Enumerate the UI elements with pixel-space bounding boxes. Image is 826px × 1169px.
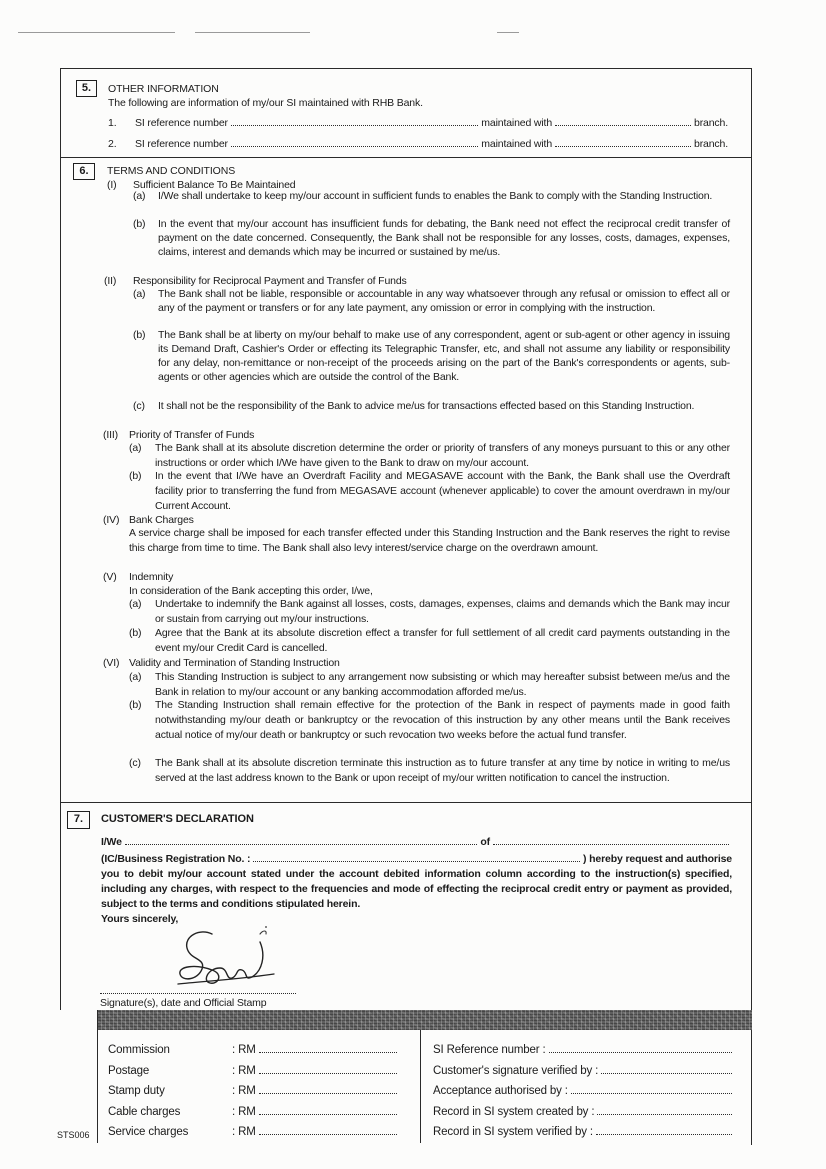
clause-item [129,469,730,513]
si-reference-row [108,116,728,130]
office-label: Record in SI system verified by : [433,1126,593,1138]
section-number-box: 7. [67,811,90,829]
section-title-customer-declaration: CUSTOMER'S DECLARATION [101,813,254,825]
section-number-box: 6. [73,163,95,180]
section-divider [60,157,752,158]
item-marker: (b) [129,627,142,639]
charge-row-cable-charges [108,1105,400,1119]
customer-name-row [101,835,732,849]
item-text: I/We shall undertake to keep my/our account in sufficient funds to enables the Bank to comply with the Standing Instruction. [158,190,713,202]
section-intro: The following are information of my/our SI maintained with RHB Bank. [108,97,423,109]
signature-verified-by-entry [601,1073,732,1074]
clause-body-text: In consideration of the Bank accepting this order, I/we, [129,585,373,597]
clause-item [129,597,730,627]
office-label: Acceptance authorised by : [433,1085,568,1097]
record-verified-by-entry [596,1134,732,1135]
item-marker: (b) [133,329,146,341]
clause-marker: (IV) [103,514,120,526]
frame-top-border [60,68,752,69]
charge-row-commission [108,1043,400,1057]
clause-marker: (II) [104,275,117,287]
service-charges-amount-field [259,1134,397,1135]
item-text: Undertake to indemnify the Bank against all losses, costs, damages, expenses, claims and demands which the Bank may incur or sustain from carrying out my/our instructions. [155,598,730,625]
clause-heading: Validity and Termination of Standing Instruction [129,657,340,669]
item-text: The Bank shall at its absolute discretion determine the order or priority of transfers of any moneys pursuant to this or any other instructions or order which I/We have given to the Bank to draw on my/our account. [155,442,730,469]
record-created-by-entry [597,1114,732,1115]
office-use-left-border [97,1010,98,1143]
scan-edge-mark [497,32,519,33]
item-text: The Bank shall at its absolute discretion terminate this instruction as to future transfer at any time by notice in writing to me/us served at the last address known to the Bank or upon receipt of my/our written notification to cancel the instruction. [155,757,730,784]
section-number-box: 5. [76,80,97,97]
clause-body-text: A service charge shall be imposed for each transfer effected under this Standing Instruction and the Bank reserves the right to revise this charge from time to time. The Bank shall also levy interest/service charge on the overdrawn amount. [129,527,730,554]
clause-marker: (III) [103,429,118,441]
of-label: of [480,836,490,848]
signature-line [100,993,296,994]
signature-caption: Signature(s), date and Official Stamp [100,997,267,1009]
charge-row-postage [108,1064,400,1078]
closing-salutation: Yours sincerely, [101,913,179,925]
item-text: The Bank shall be at liberty on my/our behalf to make use of any correspondent, agent or sub-agent or other agency in issuing its Demand Draft, Cashier's Order or effecting its Telegraphic Transfer, etc, and shall not assume any liability or responsibility for any delay, non-remittance or non-receipt of the proceeds arising on the part of the Bank's correspondents or agents, sub-agents or other agencies which are outside the control of the Bank. [158,329,730,383]
item-text: In the event that I/We have an Overdraft Facility and MEGASAVE account with the Bank, the Bank shall use the Overdraft facility prior to transferring the fund from MEGASAVE account (whenever applicable) to cover the amount overdrawn in my/our Current Account. [155,470,730,512]
acceptance-authorised-by-entry [571,1093,732,1094]
office-row-record-verified [433,1125,735,1139]
si-reference-number-field [231,146,478,147]
registration-number-label: (IC/Business Registration No. : [101,853,251,865]
clause-item [133,287,730,315]
item-marker: (a) [129,442,142,454]
clause-marker: (I) [107,179,117,191]
clause-heading: Responsibility for Reciprocal Payment and Transfer of Funds [133,275,407,287]
item-text: In the event that my/our account has insufficient funds for debating, the Bank need not effect the reciprocal credit transfer of payment on the date concerned. Consequently, the Bank shall not be responsible for any losses, costs, damages, expenses, claims, interest and demands which may be incurred or sustained by me/us. [158,218,730,258]
clause-body [129,526,730,556]
si-reference-label: SI reference number [135,117,228,129]
si-reference-row [108,137,728,151]
clause-heading: Bank Charges [129,514,194,526]
office-use-column-divider [420,1030,421,1143]
clause-marker: (VI) [103,657,120,669]
clause-marker: (V) [103,571,117,583]
item-marker: (b) [129,699,142,711]
clause-heading: Priority of Transfer of Funds [129,429,255,441]
item-marker: (b) [129,470,142,482]
item-marker: (a) [133,288,146,300]
office-label: Record in SI system created by : [433,1106,595,1118]
clause-item [129,626,730,656]
stamp-duty-amount-field [259,1093,397,1094]
clause-item [129,756,730,786]
item-text: Agree that the Bank at its absolute discretion effect a transfer for full settlement of all credit card payments outstanding in the event my/our Credit Card is cancelled. [155,627,730,654]
item-marker: (a) [129,598,142,610]
office-row-signature-verified [433,1064,735,1078]
charge-currency: : RM [232,1106,256,1118]
customer-name-field [125,844,478,845]
charge-label: Service charges [108,1126,189,1138]
item-marker: (b) [133,218,146,230]
scan-edge-mark [18,32,175,33]
charge-label: Postage [108,1065,150,1077]
cable-charges-amount-field [259,1114,397,1115]
si-reference-number-field [231,125,478,126]
section-title-terms-and-conditions: TERMS AND CONDITIONS [107,165,236,177]
item-marker: (a) [133,190,146,202]
office-row-record-created [433,1105,735,1119]
charge-currency: : RM [232,1044,256,1056]
charge-label: Cable charges [108,1106,181,1118]
section-divider [60,802,752,803]
postage-amount-field [259,1073,397,1074]
section-title-other-information: OTHER INFORMATION [108,83,219,95]
frame-left-border [60,68,61,1010]
branch-label: branch. [694,138,728,150]
clause-item [129,670,730,700]
si-reference-number-entry [549,1052,732,1053]
office-row-acceptance-authorised [433,1084,735,1098]
commission-amount-field [259,1052,397,1053]
row-number: 1. [108,117,117,129]
clause-item [133,399,730,413]
registration-number-field [253,861,580,862]
frame-right-border [751,68,752,1145]
branch-label: branch. [694,117,728,129]
item-text: This Standing Instruction is subject to any arrangement now subsisting or which may hereafter subsist between me/us and the Bank in relation to my/our account or any banking accommodation afforded me/us. [155,671,730,698]
charge-label: Stamp duty [108,1085,165,1097]
branch-name-field [555,146,691,147]
item-marker: (c) [129,757,141,769]
office-label: Customer's signature verified by : [433,1065,599,1077]
item-marker: (c) [133,400,145,412]
charge-currency: : RM [232,1085,256,1097]
authorisation-text: ) hereby request and authorise [583,853,732,865]
clause-heading: Indemnity [129,571,174,583]
si-reference-label: SI reference number [135,138,228,150]
declaration-text: you to debit my/our account stated under the account debited information column according to the instruction(s) specified, including any charges, with respect to the frequencies and mode of effecting the reciprocal credit entry or payment as provided, subject to the terms and conditions stipulated herein. [101,868,732,910]
clause-item [133,328,730,384]
charge-row-service-charges [108,1125,400,1139]
row-number: 2. [108,138,117,150]
scan-edge-mark [195,32,310,33]
customer-address-field [493,844,729,845]
charge-currency: : RM [232,1126,256,1138]
charge-label: Commission [108,1044,170,1056]
clause-item [133,217,730,259]
office-label: SI Reference number : [433,1044,546,1056]
iwe-label: I/We [101,836,122,848]
office-row-si-reference [433,1043,735,1057]
registration-number-row [101,852,732,866]
declaration-body [101,867,732,912]
handwritten-signature [170,924,280,994]
clause-item [129,441,730,471]
form-code: STS006 [57,1130,90,1140]
charge-row-stamp-duty [108,1084,400,1098]
item-text: The Bank shall not be liable, responsible or accountable in any way whatsoever through any refusal or omission to effect all or any of the payment or transfers or for any late payment, any omission or error in complying with the instruction. [158,288,730,314]
clause-item [129,698,730,742]
clause-item [133,189,730,203]
item-marker: (a) [129,671,142,683]
item-text: It shall not be the responsibility of the Bank to advice me/us for transactions effected based on this Standing Instruction. [158,400,695,412]
office-use-header-bar [97,1010,752,1030]
item-text: The Standing Instruction shall remain effective for the protection of the Bank in respect of payments made in good faith notwithstanding my/our death or bankruptcy or the revocation of this instruction by any other means until the Bank receives actual notice of my/our death or bankruptcy or such revocation two weeks before the actual fund transfer. [155,699,730,741]
clause-heading: Sufficient Balance To Be Maintained [133,179,296,191]
branch-name-field [555,125,691,126]
maintained-with-label: maintained with [481,117,553,129]
charge-currency: : RM [232,1065,256,1077]
maintained-with-label: maintained with [481,138,553,150]
